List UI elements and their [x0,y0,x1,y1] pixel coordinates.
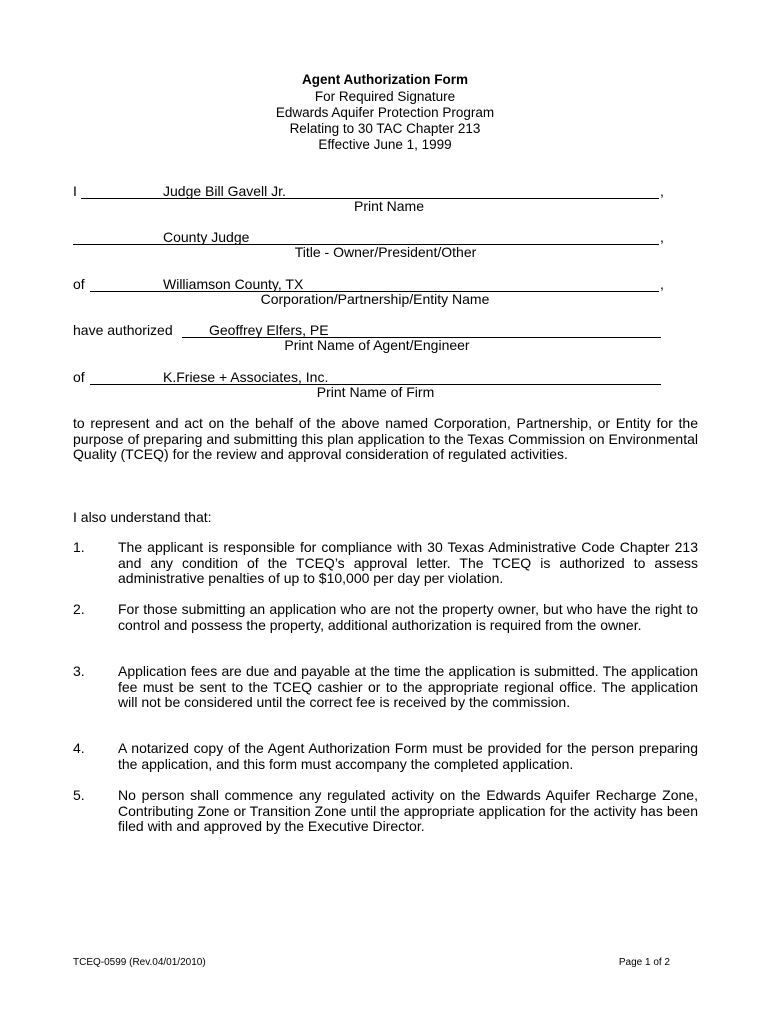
list-item-number: 5. [73,787,85,803]
list-item-number: 4. [73,740,85,756]
firm-caption: Print Name of Firm [316,384,435,400]
of-prefix-2: of [73,369,85,385]
form-title: Agent Authorization Form [302,72,468,87]
page-number: Page 1 of 2 [618,957,670,968]
understand-heading: I also understand that: [73,509,212,525]
header-line-2: Edwards Aquifer Protection Program [275,105,495,120]
list-item: No person shall commence any regulated activity on the Edwards Aquifer Recharge Zone, Contributing Zone or Transition Zone until the appropriate application for the activity has been filed with and approved by the Executive Director. [118,787,698,834]
comma-3: , [660,276,664,292]
entity-caption: Corporation/Partnership/Entity Name [260,291,490,307]
list-item: The applicant is responsible for compliance with 30 Texas Administrative Code Chapter 213 and any condition of the TCEQ’s approval letter. The TCEQ is authorized to assess administrative penalties of up to $10,000 per day per violation. [118,539,698,586]
form-id: TCEQ-0599 (Rev.04/01/2010) [73,957,206,968]
list-item-number: 3. [73,663,85,679]
authorized-prefix: have authorized [73,322,173,338]
list-item: A notarized copy of the Agent Authorization Form must be provided for the person preparing the application, and this form must accompany the completed application. [118,740,698,772]
agent-field[interactable]: Geoffrey Elfers, PE [209,322,329,338]
firm-field[interactable]: K.Friese + Associates, Inc. [163,369,329,385]
agent-caption: Print Name of Agent/Engineer [284,337,470,353]
print-name-field[interactable]: Judge Bill Gavell Jr. [163,183,286,199]
entity-field[interactable]: Williamson County, TX [163,276,304,292]
header-line-4: Effective June 1, 1999 [318,137,452,152]
title-field[interactable]: County Judge [163,229,250,245]
comma-2: , [660,229,664,245]
header-line-1: For Required Signature [314,89,456,104]
list-item: Application fees are due and payable at the time the application is submitted. The application fee must be sent to the TCEQ cashier or to the appropriate regional office. The application will not be considered until the correct fee is received by the commission. [118,663,698,710]
title-caption: Title - Owner/President/Other [294,244,477,260]
represent-paragraph: to represent and act on the behalf of the above named Corporation, Partnership, or Entity for the purpose of preparing and submitting this plan application to the Texas Commission on Environmental Quality (TCEQ) for the review and approval consideration of regulated activities. [73,415,698,462]
print-name-caption: Print Name [353,198,425,214]
i-prefix: I [73,183,77,199]
list-item: For those submitting an application who are not the property owner, but who have the right to control and possess the property, additional authorization is required from the owner. [118,601,698,633]
of-prefix-1: of [73,276,85,292]
comma-1: , [660,183,664,199]
list-item-number: 2. [73,601,85,617]
list-item-number: 1. [73,539,85,555]
header-line-3: Relating to 30 TAC Chapter 213 [289,121,481,136]
